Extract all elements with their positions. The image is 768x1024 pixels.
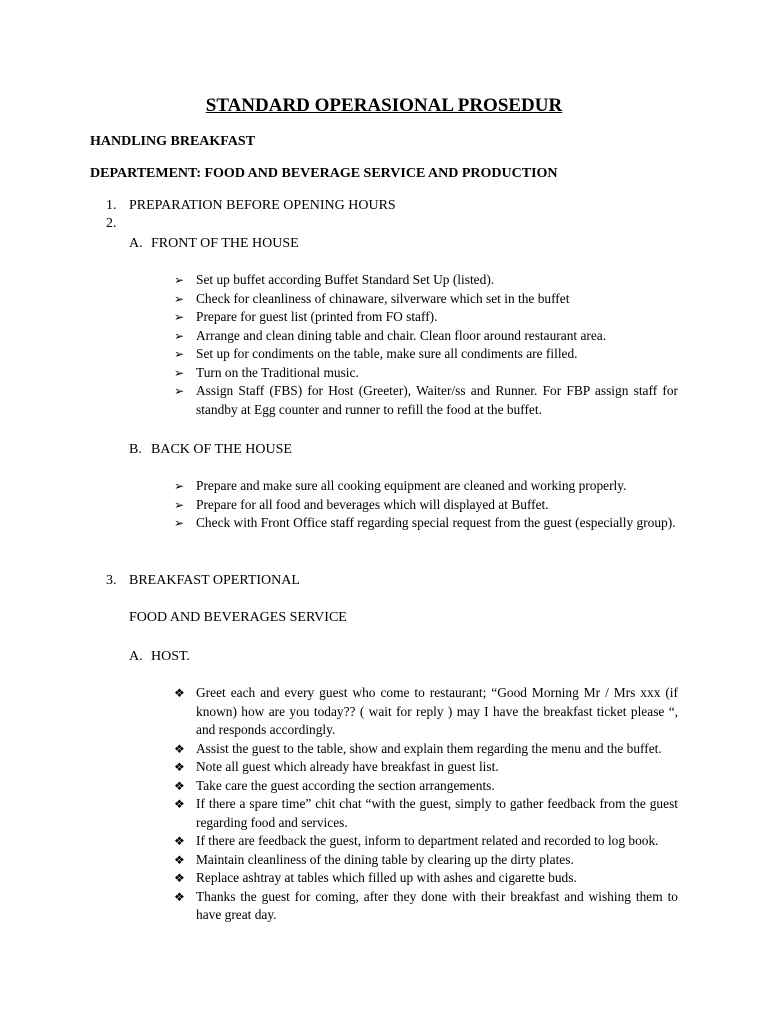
diamond-bullet-icon: ❖ (174, 852, 185, 867)
arrow-bullet-icon: ➢ (174, 310, 185, 324)
page-title: STANDARD OPERASIONAL PROSEDUR (205, 95, 563, 116)
list-item-text: Assist the guest to the table, show and explain them regarding the menu and the buffet. (196, 740, 662, 756)
arrow-bullet-icon: ➢ (174, 384, 185, 398)
list-item (174, 888, 678, 925)
front-house-letter: A. (129, 236, 143, 251)
diamond-bullet-icon: ❖ (174, 778, 185, 793)
host-letter: A. (129, 649, 143, 664)
list-item (174, 271, 678, 290)
list-item-text: Take care the guest according the section arrangements. (196, 777, 495, 793)
arrow-bullet-icon: ➢ (174, 347, 185, 361)
list-item (174, 477, 678, 496)
list-item-text: Prepare and make sure all cooking equipment are cleaned and working properly. (196, 478, 627, 493)
front-house-heading: FRONT OF THE HOUSE (151, 236, 299, 251)
list-item (174, 327, 678, 346)
list-item (174, 290, 678, 309)
list-item-text: Thanks the guest for coming, after they done with their breakfast and wishing them to have great day. (196, 888, 678, 922)
list-item-text: If there a spare time” chit chat “with the guest, simply to gather feedback from the guest regarding food and services. (196, 796, 678, 830)
diamond-bullet-icon: ❖ (174, 834, 185, 848)
list-item-text: If there are feedback the guest, inform to department related and recorded to log book. (196, 833, 659, 848)
list-item-text: Maintain cleanliness of the dining table by clearing up the dirty plates. (196, 851, 574, 867)
diamond-bullet-icon: ❖ (174, 760, 185, 774)
list-item (174, 795, 678, 832)
list-item-text: Prepare for all food and beverages which will displayed at Buffet. (196, 496, 549, 512)
department-heading: DEPARTEMENT: FOOD AND BEVERAGE SERVICE AND PRODUCTION (90, 166, 558, 181)
section-3-number: 3. (106, 573, 117, 588)
section-2-number: 2. (106, 216, 117, 231)
diamond-bullet-icon: ❖ (174, 889, 185, 904)
list-item (174, 514, 678, 533)
list-item (174, 758, 678, 777)
list-item (174, 345, 678, 364)
arrow-bullet-icon: ➢ (174, 516, 185, 530)
list-item-text: Turn on the Traditional music. (196, 364, 359, 380)
section-1-label: PREPARATION BEFORE OPENING HOURS (129, 198, 396, 213)
fb-service-heading: FOOD AND BEVERAGES SERVICE (129, 610, 347, 625)
list-item (174, 740, 678, 759)
back-house-list (174, 477, 678, 533)
list-item (174, 684, 678, 740)
list-item (174, 364, 678, 383)
diamond-bullet-icon: ❖ (174, 686, 185, 700)
list-item (174, 382, 678, 419)
list-item (174, 308, 678, 327)
arrow-bullet-icon: ➢ (174, 479, 185, 493)
list-item-text: Replace ashtray at tables which filled up with ashes and cigarette buds. (196, 870, 577, 885)
arrow-bullet-icon: ➢ (174, 291, 185, 306)
list-item (174, 777, 678, 796)
list-item-text: Prepare for guest list (printed from FO staff). (196, 309, 438, 324)
list-item-text: Note all guest which already have breakfast in guest list. (196, 759, 499, 774)
list-item (174, 496, 678, 515)
list-item-text: Check with Front Office staff regarding special request from the guest (especially group). (196, 515, 676, 530)
list-item-text: Assign Staff (FBS) for Host (Greeter), Waiter/ss and Runner. For FBP assign staff for standby at Egg counter and runner to refill the food at the buffet. (196, 383, 678, 417)
list-item (174, 869, 678, 888)
front-house-list (174, 271, 678, 419)
subtitle: HANDLING BREAKFAST (90, 134, 256, 149)
list-item (174, 851, 678, 870)
list-item-text: Arrange and clean dining table and chair. Clean floor around restaurant area. (196, 327, 607, 343)
list-item-text: Greet each and every guest who come to restaurant; “Good Morning Mr / Mrs xxx (if known) how are you today?? ( wait for reply ) may I have the breakfast ticket please “, and responds accordingly. (196, 685, 678, 737)
diamond-bullet-icon: ❖ (174, 797, 185, 811)
section-1-number: 1. (106, 198, 117, 213)
arrow-bullet-icon: ➢ (174, 273, 185, 287)
arrow-bullet-icon: ➢ (174, 328, 185, 343)
arrow-bullet-icon: ➢ (174, 497, 185, 512)
diamond-bullet-icon: ❖ (174, 741, 185, 756)
section-3-label: BREAKFAST OPERTIONAL (129, 573, 300, 588)
host-list (174, 684, 678, 925)
arrow-bullet-icon: ➢ (174, 365, 185, 380)
host-heading: HOST. (151, 649, 191, 664)
back-house-heading: BACK OF THE HOUSE (151, 442, 292, 457)
list-item-text: Set up buffet according Buffet Standard Set Up (listed). (196, 272, 495, 287)
list-item-text: Check for cleanliness of chinaware, silverware which set in the buffet (196, 290, 570, 306)
list-item (174, 832, 678, 851)
back-house-letter: B. (129, 442, 142, 457)
list-item-text: Set up for condiments on the table, make sure all condiments are filled. (196, 346, 578, 361)
diamond-bullet-icon: ❖ (174, 871, 185, 885)
